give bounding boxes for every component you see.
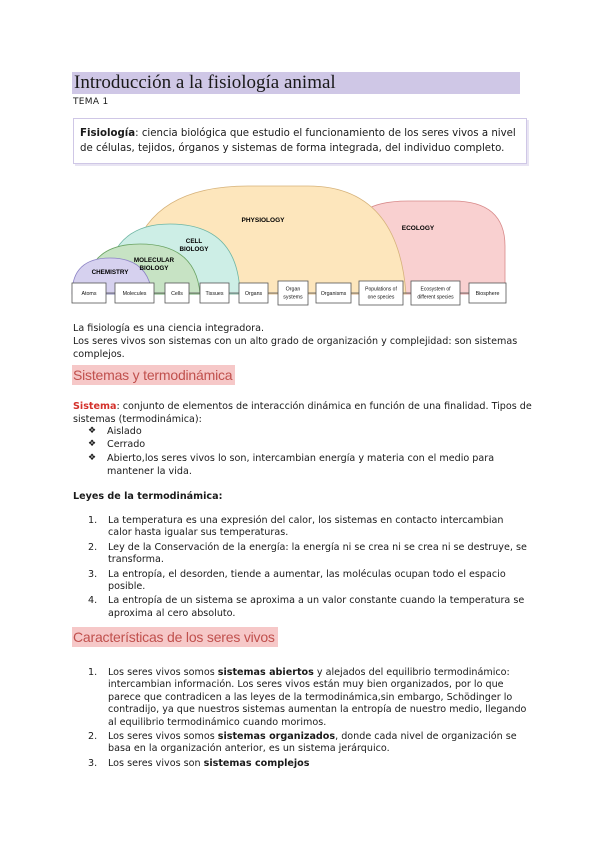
box-organ-label: Organ xyxy=(285,286,301,293)
list-item: 4. La entropía de un sistema se aproxima a un valor constante cuando la temperatura se aproxima al cero absoluto. xyxy=(88,595,525,619)
levels-of-organization-diagram xyxy=(68,176,514,308)
list-item: 1. La temperatura es una expresión del calor, los sistemas en contacto intercambian calor hasta igualar sus temperaturas. xyxy=(88,515,504,539)
laws-list xyxy=(88,515,528,622)
box-populations xyxy=(359,281,403,305)
laws-heading: Leyes de la termodinámica: xyxy=(73,491,223,502)
sistema-definition xyxy=(73,400,533,427)
characteristics-list xyxy=(88,667,528,772)
box-ecosystem-label: Ecosystem of xyxy=(420,286,451,293)
intro-line-2: Los seres vivos son sistemas con un alto grado de organización y complejidad: son sistemas complejos. xyxy=(73,336,518,361)
box-cells-label: Cells xyxy=(171,291,183,297)
page-title: Introducción a la fisiología animal xyxy=(72,72,520,94)
box-biosphere-label: Biosphere xyxy=(475,291,500,297)
diamond-bullet-icon: ❖ xyxy=(88,426,97,436)
sistema-term: Sistema xyxy=(73,401,117,412)
box-one-species-label: one species xyxy=(367,294,395,301)
definition-box xyxy=(73,118,527,164)
list-item: 3. Los seres vivos son sistemas complejos xyxy=(88,757,310,769)
list-item: 2. Los seres vivos somos sistemas organizados, donde cada nivel de organización se basa en la organización anterior, es un sistema jerárquico. xyxy=(88,731,517,755)
box-systems-label: systems xyxy=(283,294,303,301)
box-organ-systems xyxy=(278,281,308,305)
box-populations-label: Populations of xyxy=(365,286,397,293)
list-item: ❖ Abierto,los seres vivos lo son, intercambian energía y materia con el medio para mantener la vida. xyxy=(88,452,495,478)
diamond-bullet-icon: ❖ xyxy=(88,452,97,463)
box-organisms-label: Organisms xyxy=(320,291,347,297)
cell-biology-label: BIOLOGY xyxy=(179,246,209,253)
cell-label: CELL xyxy=(185,238,203,245)
section-heading-caracteristicas: Características de los seres vivos xyxy=(72,627,278,647)
molecular-label: MOLECULAR xyxy=(133,257,175,264)
box-ecosystem xyxy=(411,281,460,305)
list-item: ❖ Aislado xyxy=(88,426,142,437)
definition-term: Fisiología xyxy=(80,128,136,139)
list-item: 1. Los seres vivos somos sistemas abiertos y alejados del equilibrio termodinámico: intercambian información. Los seres vivos están muy bien organizados, por lo que parece que contradicen a las leyes de la termodinámica,sin embargo, Schödinger lo contradijo, ya que nuestros sistemas aumentan la entropía de nuestro medio, llegando al equilibrio termodinámico cuando morimos. xyxy=(88,667,527,728)
chemistry-label: CHEMISTRY xyxy=(91,269,129,276)
ecology-label: ECOLOGY xyxy=(401,225,435,232)
box-tissues-label: Tissues xyxy=(205,291,224,297)
system-types-list xyxy=(88,425,528,479)
intro-line-1: La fisiología es una ciencia integradora. xyxy=(73,323,265,334)
definition-text: : ciencia biológica que estudio el funcionamiento de los seres vivos a nivel de células, tejidos, órganos y sistemas de forma integrada, del individuo completo. xyxy=(80,128,516,154)
list-item: 3. La entropía, el desorden, tiende a aumentar, las moléculas ocupan todo el espacio posible. xyxy=(88,568,506,593)
page-subtitle: TEMA 1 xyxy=(73,97,109,107)
box-molecules-label: Molecules xyxy=(122,291,147,297)
list-item: ❖ Cerrado xyxy=(88,439,146,451)
sistema-text: : conjunto de elementos de interacción dinámica en función de una finalidad. Tipos de sistemas (termodinámica): xyxy=(73,401,532,426)
physiology-label: PHYSIOLOGY xyxy=(241,217,285,224)
box-atoms-label: Atoms xyxy=(81,291,97,297)
box-different-species-label: different species xyxy=(417,294,454,301)
box-organs-label: Organs xyxy=(244,291,263,297)
diamond-bullet-icon: ❖ xyxy=(88,439,97,450)
molecular-biology-label: BIOLOGY xyxy=(139,265,169,272)
section-heading-sistemas: Sistemas y termodinámica xyxy=(72,365,235,385)
list-item: 2. Ley de la Conservación de la energía: la energía ni se crea ni se crea ni se destruye, se transforma. xyxy=(88,541,527,566)
